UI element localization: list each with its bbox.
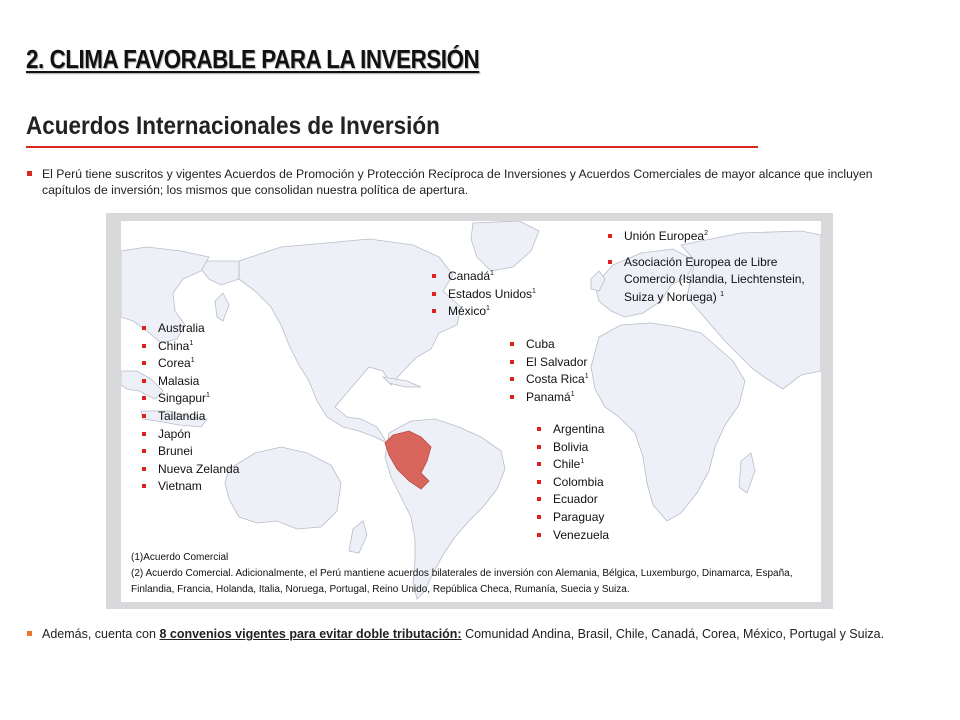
bullet-square-icon: [537, 497, 541, 501]
south-america-agreements-list: [535, 421, 609, 544]
bullet-square-icon: [142, 344, 146, 348]
bullet-square-icon: [142, 449, 146, 453]
slide-title: 2. CLIMA FAVORABLE PARA LA INVERSIÓN: [26, 44, 480, 74]
japan-shape: [215, 293, 229, 321]
list-item: Singapur$^1$: [140, 390, 239, 408]
bullet-square-icon: [142, 379, 146, 383]
bullet-square-icon: [537, 515, 541, 519]
bullet-square-icon: [537, 533, 541, 537]
bullet-square-icon: [432, 309, 436, 313]
bullet-square-icon: [142, 396, 146, 400]
bullet-square-icon: [510, 360, 514, 364]
list-item: Malasia: [140, 373, 239, 391]
bullet-square-icon: [537, 445, 541, 449]
list-item: Chile$^1$: [535, 456, 609, 474]
europe-agreements-list: [606, 228, 805, 306]
list-item: El Salvador: [508, 354, 589, 372]
intro-bullet: [42, 166, 922, 198]
footer-emphasis: 8 convenios vigentes para evitar doble tributación:: [159, 627, 462, 641]
map-footnotes: [131, 550, 811, 598]
bullet-square-icon: [510, 377, 514, 381]
list-item: Panamá$^1$: [508, 389, 589, 407]
list-item: Argentina: [535, 421, 609, 439]
list-item: Unión Europea$^2$: [606, 228, 805, 246]
bullet-square-icon: [510, 395, 514, 399]
madagascar-shape: [739, 453, 755, 493]
list-item: China$^1$: [140, 338, 239, 356]
list-item: Venezuela: [535, 527, 609, 545]
north-america-agreements-list: [430, 268, 536, 321]
intro-text: El Perú tiene suscritos y vigentes Acuerdos de Promoción y Protección Recíproca de Inversiones y Acuerdos Comerciales de mayor alcance que incluyen capítulos de inversión; los mismos que consolidan nuestra política de apertura.: [42, 167, 873, 197]
section-subtitle: Acuerdos Internacionales de Inversión: [26, 112, 440, 140]
list-item: Bolivia: [535, 439, 609, 457]
bullet-square-icon: [608, 234, 612, 238]
list-item: México$^1$: [430, 303, 536, 321]
list-item: Brunei: [140, 443, 239, 461]
list-item: Canadá$^1$: [430, 268, 536, 286]
greenland-shape: [471, 221, 539, 271]
cuba-shape: [383, 377, 421, 387]
africa-shape: [591, 323, 745, 521]
list-item: Corea$^1$: [140, 355, 239, 373]
list-item: Paraguay: [535, 509, 609, 527]
peru-highlight-shape: [385, 431, 431, 489]
new-zealand-shape: [349, 521, 367, 553]
list-item: Estados Unidos$^1$: [430, 286, 536, 304]
footer-bullet: [42, 626, 922, 642]
footnote-2-line-1: (2) Acuerdo Comercial. Adicionalmente, el Perú mantiene acuerdos bilaterales de inversión con Alemania, Bélgica, Luxemburgo, Dinamarca, España,: [131, 568, 793, 579]
list-item: Cuba: [508, 336, 589, 354]
list-item: Tailandia: [140, 408, 239, 426]
list-item-continuation: Comercio (Islandia, Liechtenstein,: [624, 272, 805, 287]
bullet-square-icon: [510, 342, 514, 346]
footer-prefix: Además, cuenta con: [42, 627, 160, 641]
bullet-square-icon: [537, 462, 541, 466]
bullet-square-icon: [142, 326, 146, 330]
bullet-square-icon: [142, 467, 146, 471]
bullet-square-icon: [142, 432, 146, 436]
list-item: Vietnam: [140, 478, 239, 496]
bullet-square-icon: [27, 631, 32, 636]
footer-rest: Comunidad Andina, Brasil, Chile, Canadá, Corea, México, Portugal y Suiza.: [461, 627, 885, 641]
bullet-square-icon: [432, 274, 436, 278]
list-item: Asociación Europea de Libre: [606, 254, 805, 272]
alaska-shape: [201, 261, 239, 285]
list-item-continuation: Suiza y Noruega) $^1$: [624, 289, 724, 304]
australia-shape: [225, 447, 341, 529]
bullet-square-icon: [142, 414, 146, 418]
bullet-square-icon: [608, 260, 612, 264]
bullet-square-icon: [537, 480, 541, 484]
north-america-shape: [239, 239, 461, 443]
asia-pacific-agreements-list: [140, 320, 239, 496]
list-item: Ecuador: [535, 491, 609, 509]
list-item: Australia: [140, 320, 239, 338]
bullet-square-icon: [537, 427, 541, 431]
list-item: Costa Rica$^1$: [508, 371, 589, 389]
list-item: Colombia: [535, 474, 609, 492]
list-item: Japón: [140, 426, 239, 444]
footnote-2-line-2: Finlandia, Francia, Holanda, Italia, Noruega, Portugal, Reino Unido, República Checa, Rumanía, Suecia y Suiza.: [131, 584, 630, 595]
list-item: Nueva Zelanda: [140, 461, 239, 479]
central-america-agreements-list: [508, 336, 589, 406]
bullet-square-icon: [142, 484, 146, 488]
footnote-1: (1)Acuerdo Comercial: [131, 552, 229, 563]
subtitle-underline: [26, 146, 758, 148]
bullet-square-icon: [27, 171, 32, 176]
bullet-square-icon: [142, 361, 146, 365]
bullet-square-icon: [432, 292, 436, 296]
